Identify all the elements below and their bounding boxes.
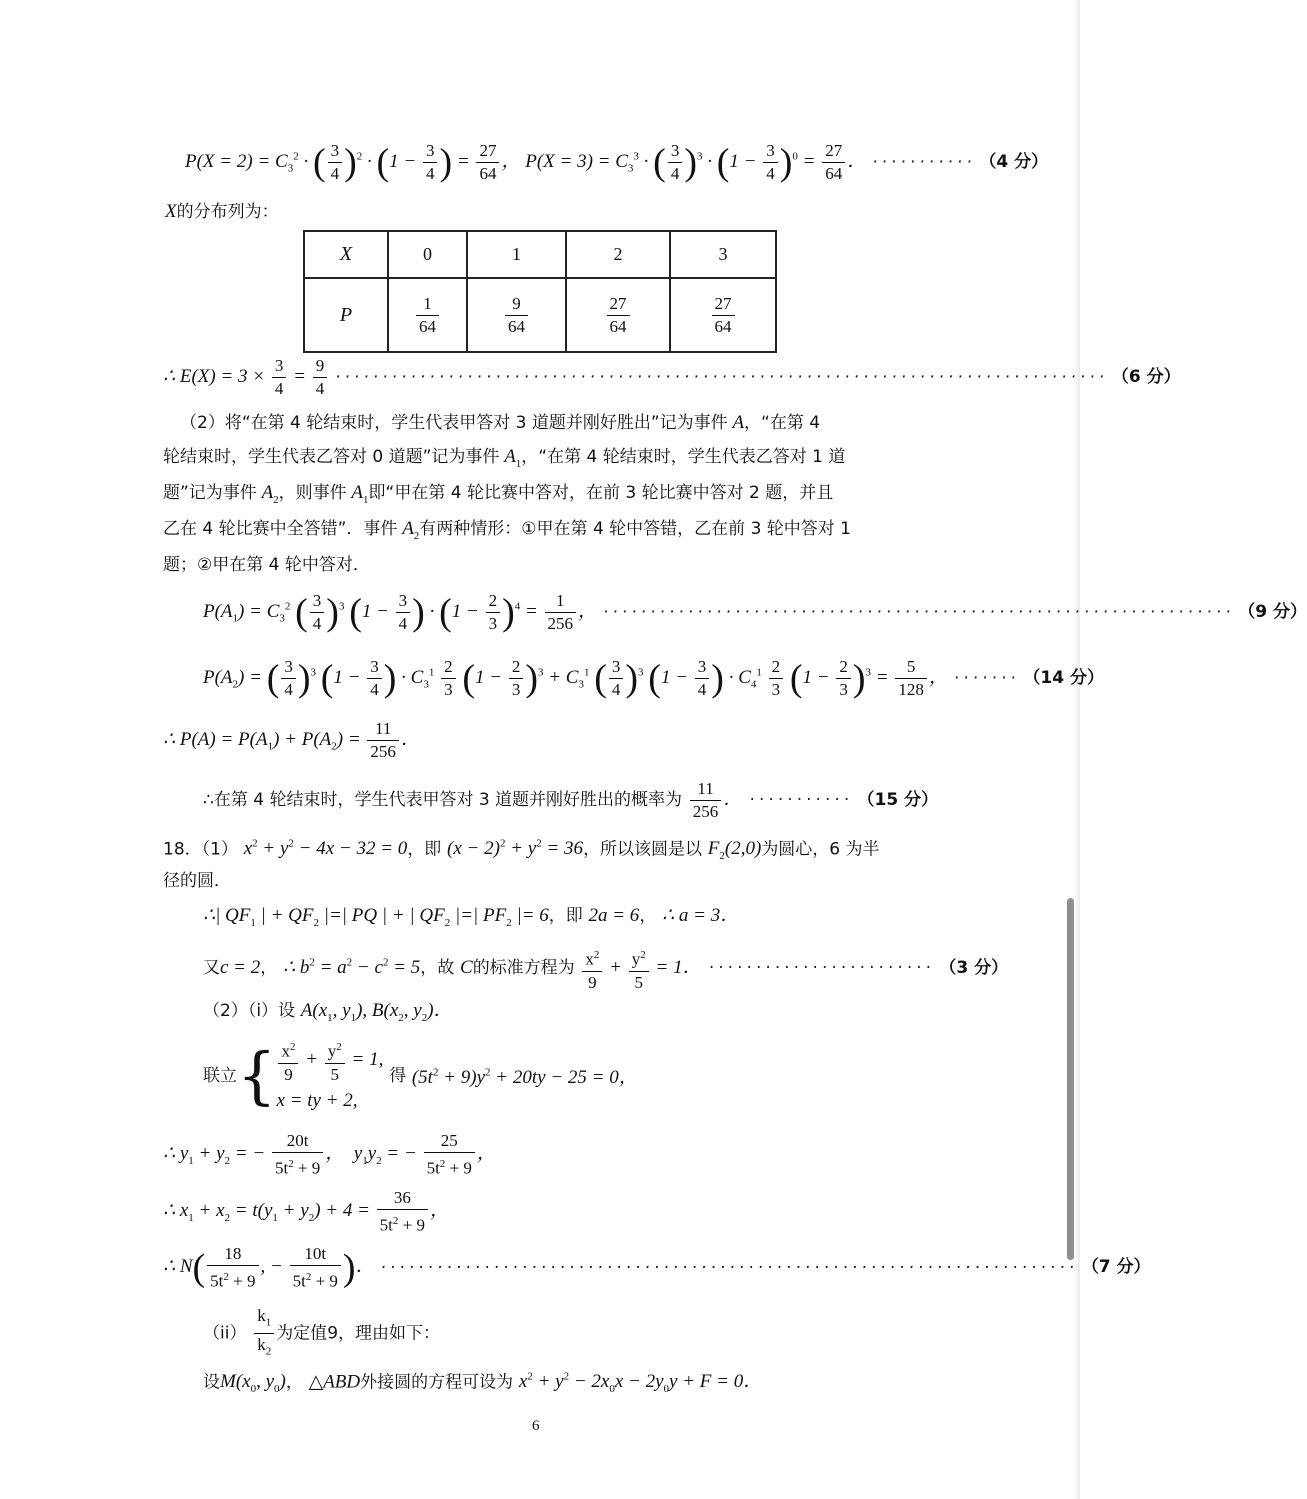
part2-line1: （2）将“在第 4 轮结束时，学生代表甲答对 3 道题并刚好胜出”记为事件 A，“在第 4 [180, 412, 821, 433]
score-9: （9 分） [1238, 601, 1307, 622]
table-row-label: P [304, 278, 388, 352]
point-n-line: ∴ N( $\frac{18}{5t^2 + 9}$ , − $\frac{10t}{5t^2 + 9}$ )． ·········································································· （7 分） [163, 1244, 1151, 1291]
part2-line2: 轮结束时，学生代表乙答对 0 道题”记为事件 $A_1$，“在第 4 轮结束时，学生代表乙答对 1 道 [163, 446, 846, 470]
table-cell-p0: $\frac{1}{64}$ [388, 278, 467, 352]
q18-part-ii: （ii） $\frac{k_1}{k_2}$ 为定值9，理由如下： [203, 1306, 441, 1358]
score-4: （4 分） [979, 151, 1049, 172]
prob-a1-line: $P(A_1) = C_3^2$ ( $\frac{3}{4}$ )$^3$ (1 − $\frac{3}{4}$ ) · (1 − $\frac{2}{3}$ )$^4$ = $\frac{1}{256}$ ， ··································································· （9 分） [203, 591, 1307, 634]
table-cell-x2: 2 [566, 231, 670, 278]
table-cell-x1: 1 [467, 231, 566, 278]
score-6: （6 分） [1111, 366, 1181, 387]
score-14: （14 分） [1023, 667, 1104, 688]
prob-x2-x3-line: $P(X = 2) = C_3^2$ · ( $\frac{3}{4}$ )$^2$ · (1 − $\frac{3}{4}$ ) = $\frac{27}{64}$ ， $P(X = 3) = C_3^3$ · ( $\frac{3}{4}$ )$^3$ · (1 − $\frac{3}{4}$ )$^0$ = $\frac{27}{64}$ ． ··········· （4 分） [185, 141, 1049, 184]
q18-line1: 18．（1） $x^2 + y^2 - 4x - 32 = 0$，即 $(x - 2)^2 + y^2 = 36$，所以该圆是以 $F_2(2,0)$为圆心，6 为半 [163, 838, 880, 863]
score-15: （15 分） [857, 789, 939, 810]
score-3: （3 分） [939, 958, 1009, 979]
table-cell-x0: 0 [388, 231, 467, 278]
table-cell-p2: $\frac{27}{64}$ [566, 278, 670, 352]
prob-a2-line: $P(A_2)$ = ( $\frac{3}{4}$ )$^3$ (1 − $\frac{3}{4}$ ) · $C_3^1$ $\frac{2}{3}$ (1 − $\frac{2}{3}$ )$^3 + C_3^1$ ( $\frac{3}{4}$ )$^3$ (1 − $\frac{3}{4}$ ) · $C_4^1$ $\frac{2}{3}$ (1 − $\frac{2}{3}$ )$^3$ = $\frac{5}{128}$ ， ······· （14 分） [203, 657, 1104, 700]
table-cell-p3: $\frac{27}{64}$ [670, 278, 776, 352]
distribution-table [303, 230, 777, 353]
part2-line3: 题”记为事件 $A_2$，则事件 $A_1$即“甲在第 4 轮比赛中答对，在前 3 轮比赛中答对 2 题，并且 [163, 482, 834, 506]
expectation-line: ∴ E(X) = 3 × $\frac{3}{4}$ = $\frac{9}{4}$ ·················································································· （6 分） [163, 356, 1181, 398]
vertical-scrollbar[interactable] [1067, 898, 1074, 1260]
dist-intro: X的分布列为： [165, 201, 279, 222]
table-header-label: X [304, 231, 388, 278]
q18-line5: （2）（i）设 $A(x_1$, $y_1$), $B(x_2$, $y_2$)． [203, 1000, 453, 1024]
table-cell-p1: $\frac{9}{64}$ [467, 278, 566, 352]
part2-conclusion: ∴在第 4 轮结束时，学生代表甲答对 3 道题并刚好胜出的概率为 $\frac{11}{256}$ ． ··········· （15 分） [203, 779, 939, 821]
page-number: 6 [532, 1418, 540, 1434]
q18-line3: ∴| $QF_1$ | + $QF_2$ |=| PQ | + | $QF_2$ |=| $PF_2$ |= 6，即 2a = 6， ∴ a = 3． [203, 905, 740, 929]
score-7: （7 分） [1081, 1257, 1151, 1278]
q18-line2: 径的圆． [163, 871, 231, 891]
table-cell-x3: 3 [670, 231, 776, 278]
q18-circle-line: 设$M(x_0$, $y_0$)， △ABD外接圆的方程可设为 $x^2 + y^2 - 2x_0x - 2y_0y + F = 0$． [203, 1371, 763, 1396]
part2-line4: 乙在 4 轮比赛中全答错”．事件 $A_2$有两种情形：①甲在第 4 轮中答错，乙在前 3 轮中答对 1 [163, 518, 852, 542]
vieta-line: ∴ $y_1 + y_2$ = − $\frac{20t}{5t^2 + 9}$ ， $y_1y_2$ = − $\frac{25}{5t^2 + 9}$ ， [163, 1131, 496, 1178]
q18-system: 联立{ $\frac{x^2}{9}$ + $\frac{y^2}{5}$ = 1, x = ty + 2, 得 $(5t^2 + 9)y^2 + 20ty - 25 = 0$， [203, 1036, 638, 1116]
x-sum-line: ∴ $x_1 + x_2 = t(y_1 + y_2) + 4$ = $\frac{36}{5t^2 + 9}$ ， [163, 1188, 450, 1235]
q18-line4: 又c = 2， ∴ $b^2 = a^2 - c^2 = 5$，故 C的标准方程为 $\frac{x^2}{9}$ + $\frac{y^2}{5}$ = 1． ························ （3 分） [203, 944, 1008, 994]
prob-a-line: ∴ $P(A) = P(A_1) + P(A_2)$ = $\frac{11}{256}$ ． [163, 719, 420, 761]
part2-line5: 题；②甲在第 4 轮中答对． [163, 555, 370, 575]
